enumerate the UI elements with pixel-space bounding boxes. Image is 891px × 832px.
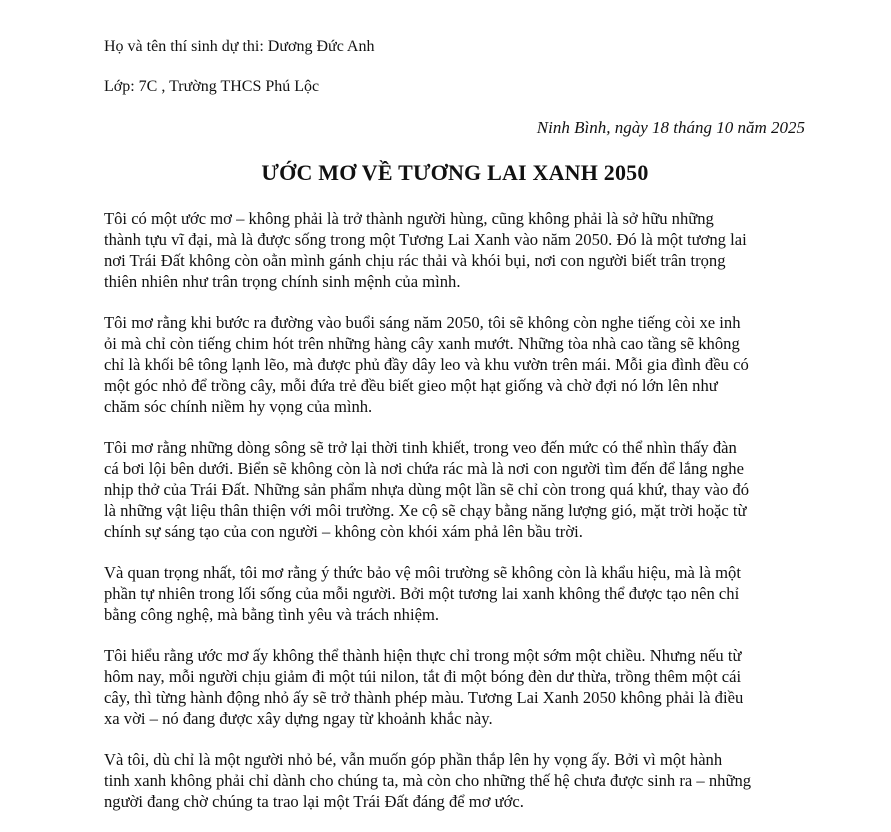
- paragraph-line: Và tôi, dù chỉ là một người nhỏ bé, vẫn muốn góp phần thắp lên hy vọng ấy. Bởi vì một hành: [104, 750, 723, 769]
- paragraph-line: Tôi mơ rằng những dòng sông sẽ trở lại thời tinh khiết, trong veo đến mức có thể nhìn thấy đàn: [104, 438, 737, 457]
- class-school-line: Lớp: 7C , Trường THCS Phú Lộc: [104, 78, 320, 95]
- paragraph-line: người đang chờ chúng ta trao lại một Trái Đất đáng để mơ ước.: [104, 792, 524, 811]
- paragraph-line: hôm nay, mỗi người chịu giảm đi một túi nilon, tắt đi một bóng đèn dư thừa, trồng thêm một cái: [104, 667, 742, 686]
- place-date-line: Ninh Bình, ngày 18 tháng 10 năm 2025: [536, 118, 805, 137]
- paragraph-1: [104, 208, 814, 292]
- paragraph-line: cây, thì từng hành động nhỏ ấy sẽ trở thành phép màu. Tương Lai Xanh 2050 không phải là điều: [104, 688, 744, 707]
- paragraph-line: xa vời – nó đang được xây dựng ngay từ khoảnh khắc này.: [104, 709, 493, 728]
- paragraph-line: một góc nhỏ để trồng cây, mỗi đứa trẻ đều biết gieo một hạt giống và chờ đợi nó lớn lên như: [104, 376, 718, 395]
- paragraph-line: Tôi mơ rằng khi bước ra đường vào buổi sáng năm 2050, tôi sẽ không còn nghe tiếng còi xe inh: [104, 313, 741, 332]
- paragraph-5: [104, 645, 814, 729]
- paragraph-line: ỏi mà chỉ còn tiếng chim hót trên những hàng cây xanh mướt. Những tòa nhà cao tầng sẽ không: [104, 334, 740, 353]
- paragraph-line: thiên nhiên như trân trọng chính sinh mệnh của mình.: [104, 272, 461, 291]
- essay-body: [104, 208, 814, 832]
- paragraph-line: chăm sóc chính niềm hy vọng của mình.: [104, 397, 373, 416]
- paragraph-line: là những vật liệu thân thiện với môi trường. Xe cộ sẽ chạy bằng năng lượng gió, mặt trời hoặc từ: [104, 501, 747, 520]
- paragraph-6: [104, 749, 814, 812]
- student-name-line: Họ và tên thí sinh dự thi: Dương Đức Anh: [104, 38, 375, 55]
- paragraph-3: [104, 437, 814, 542]
- essay-title: ƯỚC MƠ VỀ TƯƠNG LAI XANH 2050: [261, 160, 649, 185]
- paragraph-line: Và quan trọng nhất, tôi mơ rằng ý thức bảo vệ môi trường sẽ không còn là khẩu hiệu, mà là một: [104, 563, 741, 582]
- paragraph-line: bằng công nghệ, mà bằng tình yêu và trách nhiệm.: [104, 605, 440, 624]
- paragraph-line: cá bơi lội bên dưới. Biển sẽ không còn là nơi chứa rác mà là nơi con người tìm đến để lắng nghe: [104, 459, 744, 478]
- paragraph-line: nhịp thở của Trái Đất. Những sản phẩm nhựa dùng một lần sẽ chỉ còn trong quá khứ, thay vào đó: [104, 480, 750, 499]
- paragraph-line: tinh xanh không phải chỉ dành cho chúng ta, mà còn cho những thế hệ chưa được sinh ra – những: [104, 771, 752, 790]
- paragraph-line: Tôi có một ước mơ – không phải là trở thành người hùng, cũng không phải là sở hữu những: [104, 209, 714, 228]
- paragraph-2: [104, 312, 814, 417]
- paragraph-line: nơi Trái Đất không còn oằn mình gánh chịu rác thải và khói bụi, nơi con người biết trân trọng: [104, 251, 726, 270]
- paragraph-line: Tôi hiểu rằng ước mơ ấy không thể thành hiện thực chỉ trong một sớm một chiều. Nhưng nếu từ: [104, 646, 742, 665]
- paragraph-line: thành tựu vĩ đại, mà là được sống trong một Tương Lai Xanh vào năm 2050. Đó là một tương lai: [104, 230, 747, 249]
- paragraph-line: phần tự nhiên trong lối sống của mỗi người. Bởi một tương lai xanh không thể được tạo nên chỉ: [104, 584, 740, 603]
- paragraph-line: chính sự sáng tạo của con người – không còn khói xám phả lên bầu trời.: [104, 522, 583, 541]
- paragraph-line: chỉ là khối bê tông lạnh lẽo, mà được phủ đầy dây leo và khu vườn trên mái. Mỗi gia đình đều có: [104, 355, 749, 374]
- paragraph-4: [104, 562, 814, 625]
